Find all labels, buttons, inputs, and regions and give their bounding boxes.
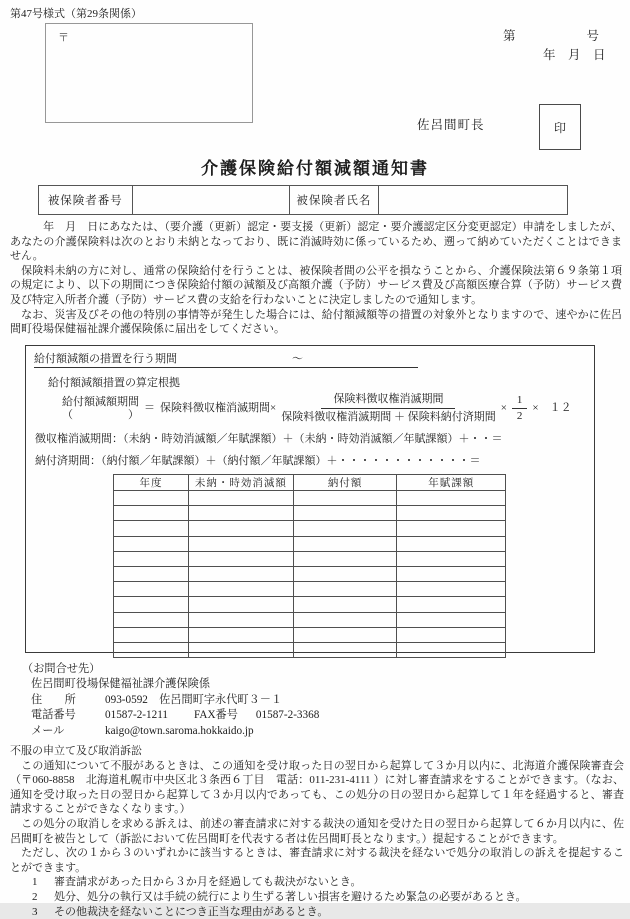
reduction-table-row xyxy=(114,627,506,642)
reduction-table-cell xyxy=(397,551,506,566)
document-number-prefix: 第 xyxy=(503,29,516,43)
reduction-table-cell xyxy=(293,506,397,521)
reduction-table-row xyxy=(114,551,506,566)
body-paragraph-3: なお、災害及びその他の特別の事情等が発生した場合には、給付額減額等の措置の対象外となりますので、速やかに佐呂間町役場保健福祉課介護保険係に届出をしてください。 xyxy=(10,308,622,336)
reduction-table-cell xyxy=(189,506,294,521)
period-tilde: 〜 xyxy=(292,353,303,365)
reduction-table-row xyxy=(114,612,506,627)
reduction-table-cell xyxy=(189,551,294,566)
reduction-table-header: 年賦課額 xyxy=(397,475,506,491)
fax-value: 01587-2-3368 xyxy=(255,709,320,722)
reduction-table-header: 年度 xyxy=(114,475,189,491)
date-line: 年 月 日 xyxy=(543,48,606,62)
reduction-table-cell xyxy=(397,536,506,551)
reduction-table-cell xyxy=(293,566,397,581)
appeal-item-1-number: 1 xyxy=(32,876,38,889)
appeal-paragraph-2: この処分の取消しを求める訴えは、前述の審査請求に対する裁決の通知を受けた日の翌日から起算して６か月以内に、佐呂間町を被告として（訴訟において佐呂間町を代表する者は佐呂間町長となります。）提起することができます。 xyxy=(10,817,624,845)
appeal-heading: 不服の申立て及び取消訴訟 xyxy=(10,745,142,757)
form-number: 第47号様式（第29条関係） xyxy=(10,8,142,20)
appeal-item-2 xyxy=(32,890,624,905)
contact-heading: （お問合せ先） xyxy=(22,663,101,675)
notice-body xyxy=(10,220,622,337)
reduction-table-cell xyxy=(114,521,189,536)
reduction-table-row xyxy=(114,566,506,581)
reduction-table-cell xyxy=(114,612,189,627)
fax-label: FAX番号 xyxy=(193,709,238,722)
reduction-formula xyxy=(62,393,594,424)
reduction-table-cell xyxy=(114,536,189,551)
reduction-table-row xyxy=(114,597,506,612)
reduction-table-cell xyxy=(189,627,294,642)
reduction-table-row xyxy=(114,506,506,521)
reduction-table-cell xyxy=(397,491,506,506)
reduction-table-cell xyxy=(189,612,294,627)
seal-box xyxy=(539,104,581,150)
reduction-table-header: 納付額 xyxy=(293,475,397,491)
reduction-table-cell xyxy=(397,506,506,521)
reduction-table-cell xyxy=(293,642,397,657)
reduction-table-cell xyxy=(189,642,294,657)
contact-section xyxy=(22,662,319,739)
reduction-table-cell xyxy=(397,627,506,642)
reduction-period-line xyxy=(34,350,418,368)
document-number-suffix: 号 xyxy=(586,29,599,43)
insured-number-label: 被保険者番号 xyxy=(39,186,133,214)
reduction-table-cell xyxy=(397,597,506,612)
reduction-table-row xyxy=(114,491,506,506)
appeal-item-2-text: 処分、処分の執行又は手続の続行により生ずる著しい損害を避けるため緊急の必要があるとき。 xyxy=(54,890,527,903)
appeal-section xyxy=(10,744,624,919)
reduction-table-cell xyxy=(189,491,294,506)
reduction-table-cell xyxy=(397,582,506,597)
formula-times-1: × xyxy=(500,402,507,414)
formula-lhs xyxy=(62,396,139,422)
appeal-paragraph-3: ただし、次の１から３のいずれかに該当するときは、審査請求に対する裁決を経ないで処分の取消しの訴えを提起することができます。 xyxy=(10,847,624,874)
insured-info-table xyxy=(38,185,568,215)
reduction-measure-box xyxy=(25,345,595,653)
reduction-table-cell xyxy=(114,627,189,642)
reduction-table-header: 未納・時効消滅額 xyxy=(189,475,294,491)
reduction-table-row xyxy=(114,521,506,536)
reduction-table-cell xyxy=(293,582,397,597)
appeal-item-1 xyxy=(32,875,624,890)
formula-lhs-top: 給付額減額期間 xyxy=(62,395,139,408)
reduction-table-cell xyxy=(114,597,189,612)
reduction-table-header-row xyxy=(114,475,506,491)
reduction-table-cell xyxy=(114,642,189,657)
phone-value: 01587-2-1211 xyxy=(105,709,168,722)
contact-address-row xyxy=(31,693,319,708)
address-label: 住 所 xyxy=(31,693,76,706)
seal-mark: 印 xyxy=(553,120,566,135)
recipient-address-box xyxy=(45,23,253,123)
reduction-table-cell xyxy=(293,521,397,536)
contact-email-row xyxy=(31,724,319,739)
formula-factor: 保険料徴収権消滅期間× xyxy=(160,402,277,414)
formula-half-fraction xyxy=(512,394,528,423)
reduction-table-cell xyxy=(397,521,506,536)
fraction-numerator: 保険料徴収権消滅期間 xyxy=(321,393,455,409)
appeal-paragraph-1: この通知について不服があるときは、この通知を受け取った日の翌日から起算して３か月以内に、北海道介護保険審査会（〒060-8858 北海道札幌市中央区北３条西６丁目 電話：011-231-4111 ）に対し審査請求をすることができます。（なお、通知を受け取った日の翌日から起算して３か月以内であっても、この処分の日の翌日から起算して１年を経過すると、審査請求することができなくなります。） xyxy=(10,759,624,816)
contact-office: 佐呂間町役場保健福祉課介護保険係 xyxy=(31,678,211,691)
reduction-table-row xyxy=(114,582,506,597)
reduction-table-row xyxy=(114,642,506,657)
body-paragraph-2: 保険料未納の方に対し、通常の保険給付を行うことは、被保険者間の公平を損なうことから、介護保険法第６９条第１項の規定により、以下の期間につき保険給付額の減額及び高額介護（予防）サービス費及び高額医療合算（予防）サービス費及び特定入所者介護（予防）サービス費の支給を行わないことに決定しましたので通知します。 xyxy=(10,264,622,306)
reduction-table-cell xyxy=(397,642,506,657)
reduction-table-cell xyxy=(114,491,189,506)
extinct-period-line: 徴収権消滅期間：（未納・時効消滅額／年賦課額）＋（未納・時効消滅額／年賦課額）＋・・＝ xyxy=(35,433,503,445)
reduction-table-cell xyxy=(293,491,397,506)
half-numerator: 1 xyxy=(512,394,528,409)
phone-label: 電話番号 xyxy=(31,709,76,722)
reduction-table-cell xyxy=(189,521,294,536)
reduction-table-cell xyxy=(189,582,294,597)
reduction-table-cell xyxy=(114,506,189,521)
reduction-table-cell xyxy=(114,566,189,581)
paid-period-line: 納付済期間：（納付額／年賦課額）＋（納付額／年賦課額）＋・・・・・・・・・・・・＝ xyxy=(35,455,481,467)
reduction-table-cell xyxy=(293,536,397,551)
appeal-item-2-number: 2 xyxy=(32,890,38,903)
formula-times-12: × １２ xyxy=(532,402,572,414)
reduction-table-cell xyxy=(189,536,294,551)
fraction-denominator: 保険料徴収権消滅期間 ＋ 保険料納付済期間 xyxy=(281,411,496,423)
appeal-item-3 xyxy=(32,905,624,919)
formula-lhs-bottom: （ ） xyxy=(62,408,139,421)
reduction-table-cell xyxy=(293,551,397,566)
reduction-table-cell xyxy=(189,597,294,612)
formula-equals: ＝ xyxy=(144,402,155,414)
reduction-table-cell xyxy=(293,597,397,612)
reduction-period-label: 給付額減額の措置を行う期間 xyxy=(34,353,177,365)
reduction-table-cell xyxy=(189,566,294,581)
mayor-name: 佐呂間町長 xyxy=(417,118,485,132)
insured-number-value xyxy=(133,186,290,214)
address-value: 093-0592 佐呂間町字永代町３－１ xyxy=(105,693,283,706)
reduction-table-cell xyxy=(397,612,506,627)
body-paragraph-1: 年 月 日にあなたは、（要介護（更新）認定・要支援（更新）認定・要介護認定区分変更認定）申請をしましたが、あなたの介護保険料は次のとおり未納となっており、既に消滅時効に係っているため、遡って納めていただくことはできません。 xyxy=(10,221,622,263)
calculation-basis-label: 給付額減額措置の算定根拠 xyxy=(48,377,180,389)
insured-name-label: 被保険者氏名 xyxy=(290,186,379,214)
email-value: kaigo@town.saroma.hokkaido.jp xyxy=(105,724,254,737)
reduction-table-cell xyxy=(114,551,189,566)
reduction-table-cell xyxy=(114,582,189,597)
reduction-table-cell xyxy=(397,566,506,581)
page-title: 介護保険給付額減額通知書 xyxy=(201,159,429,178)
reduction-table-row xyxy=(114,536,506,551)
half-denominator: 2 xyxy=(516,410,523,422)
reduction-table xyxy=(113,474,506,658)
postal-mark-icon: 〒 xyxy=(58,32,69,44)
appeal-item-3-number: 3 xyxy=(32,905,38,918)
insured-name-value xyxy=(379,186,567,214)
formula-fraction xyxy=(281,393,496,424)
document-number-line xyxy=(503,26,599,44)
appeal-item-3-text: その他裁決を経ないことにつき正当な理由があるとき。 xyxy=(54,905,329,918)
reduction-table-cell xyxy=(293,612,397,627)
contact-phone-row xyxy=(31,708,319,723)
appeal-item-1-text: 審査請求があった日から３か月を経過しても裁決がないとき。 xyxy=(54,876,362,889)
reduction-table-cell xyxy=(293,627,397,642)
email-label: メール xyxy=(31,724,65,737)
